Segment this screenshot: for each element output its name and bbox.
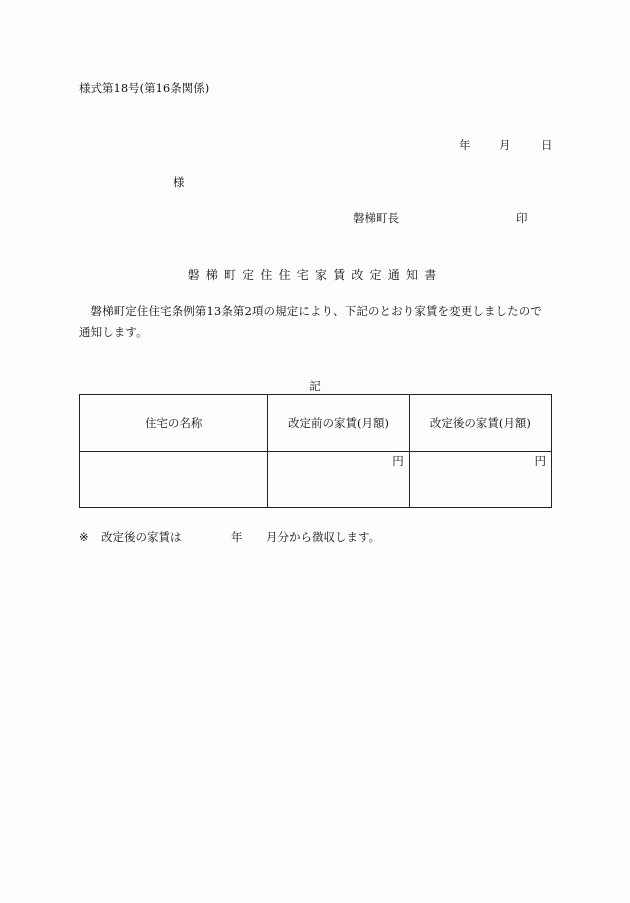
note-year-label: 年 bbox=[231, 530, 243, 544]
seal-mark: 印 bbox=[516, 211, 528, 225]
date-month-label: 月 bbox=[499, 138, 511, 152]
note-lead: 改定後の家賃は bbox=[101, 530, 182, 544]
date-day-label: 日 bbox=[541, 138, 553, 152]
header-housing-name: 住宅の名称 bbox=[80, 395, 268, 452]
date-line bbox=[459, 137, 551, 153]
header-rent-after: 改定後の家賃(月額) bbox=[409, 395, 551, 452]
form-number: 様式第18号(第16条関係) bbox=[79, 81, 210, 95]
note-rest: 月分から徴収します。 bbox=[266, 530, 381, 544]
issuer-title: 磐梯町長 bbox=[353, 211, 399, 225]
table-header-row bbox=[80, 395, 552, 452]
rent-table bbox=[79, 394, 552, 508]
date-year-label: 年 bbox=[459, 138, 471, 152]
cell-housing-name bbox=[80, 452, 268, 508]
addressee-suffix: 様 bbox=[173, 175, 185, 189]
yen-unit-before: 円 bbox=[392, 454, 404, 468]
body-paragraph: 磐梯町定住住宅条例第13条第2項の規定により、下記のとおり家賃を変更しましたので通知します。 bbox=[79, 304, 542, 339]
cell-rent-before bbox=[268, 452, 409, 508]
table-row bbox=[80, 452, 552, 508]
document-title: 磐梯町定住住宅家賃改定通知書 bbox=[187, 268, 443, 282]
note-mark: ※ bbox=[79, 530, 89, 544]
ki-heading: 記 bbox=[309, 379, 321, 393]
header-rent-before: 改定前の家賃(月額) bbox=[268, 395, 409, 452]
cell-rent-after bbox=[409, 452, 551, 508]
cell-housing-name-value bbox=[80, 452, 267, 453]
yen-unit-after: 円 bbox=[534, 454, 546, 468]
